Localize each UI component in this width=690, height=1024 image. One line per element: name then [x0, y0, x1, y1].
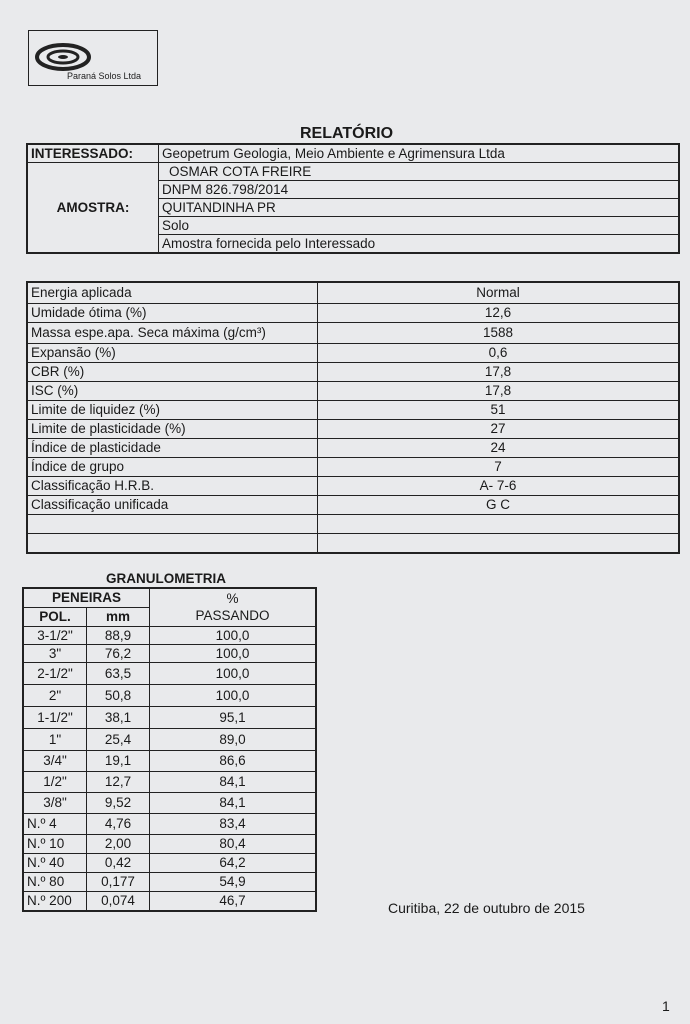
sieve-pass: 89,0 [150, 729, 317, 751]
property-value [318, 515, 680, 534]
sieve-pass: 86,6 [150, 751, 317, 772]
sieve-pol: 3-1/2" [23, 627, 87, 645]
amostra-line: OSMAR COTA FREIRE [159, 163, 680, 181]
sieve-row [23, 854, 316, 873]
amostra-line: QUITANDINHA PR [159, 199, 680, 217]
peneiras-header: PENEIRAS [23, 588, 150, 608]
property-value: Normal [318, 282, 680, 304]
sieve-row [23, 814, 316, 835]
amostra-line: DNPM 826.798/2014 [159, 181, 680, 199]
sieve-mm: 4,76 [87, 814, 150, 835]
sieve-row [23, 892, 316, 912]
sieve-pass: 100,0 [150, 685, 317, 707]
sieve-row [23, 772, 316, 793]
sieve-pass: 80,4 [150, 835, 317, 854]
property-row [27, 323, 679, 344]
property-label: Massa espe.apa. Seca máxima (g/cm³) [27, 323, 318, 344]
property-value: 17,8 [318, 382, 680, 401]
property-value: 51 [318, 401, 680, 420]
sieve-row [23, 729, 316, 751]
property-value: 24 [318, 439, 680, 458]
property-row [27, 496, 679, 515]
property-label: Classificação unificada [27, 496, 318, 515]
property-row [27, 515, 679, 534]
property-value: 7 [318, 458, 680, 477]
page-number: 1 [662, 998, 670, 1014]
mm-header: mm [87, 608, 150, 627]
property-row [27, 344, 679, 363]
property-label: Expansão (%) [27, 344, 318, 363]
sieve-pol: N.º 200 [23, 892, 87, 912]
sieve-pass: 100,0 [150, 663, 317, 685]
sieve-pass: 95,1 [150, 707, 317, 729]
property-row [27, 458, 679, 477]
sieve-row [23, 751, 316, 772]
sieve-pass: 54,9 [150, 873, 317, 892]
property-label: Limite de liquidez (%) [27, 401, 318, 420]
sieve-pol: N.º 40 [23, 854, 87, 873]
interessado-row [27, 144, 679, 163]
sieve-mm: 19,1 [87, 751, 150, 772]
sieve-pass: 100,0 [150, 645, 317, 663]
sieve-pol: 3/8" [23, 793, 87, 814]
sieve-pol: 1-1/2" [23, 707, 87, 729]
amostra-line: Solo [159, 217, 680, 235]
property-label: CBR (%) [27, 363, 318, 382]
sieve-row [23, 685, 316, 707]
property-value: G C [318, 496, 680, 515]
property-row [27, 382, 679, 401]
sieve-row [23, 627, 316, 645]
amostra-line: Amostra fornecida pelo Interessado [159, 235, 680, 254]
sieve-mm: 76,2 [87, 645, 150, 663]
property-value: 1588 [318, 323, 680, 344]
property-label: Umidade ótima (%) [27, 304, 318, 323]
property-row [27, 477, 679, 496]
property-row [27, 401, 679, 420]
property-row [27, 420, 679, 439]
property-row [27, 282, 679, 304]
passando-header [150, 588, 317, 627]
property-value [318, 534, 680, 554]
sieve-pass: 100,0 [150, 627, 317, 645]
property-value: 27 [318, 420, 680, 439]
sieve-pol: N.º 80 [23, 873, 87, 892]
sieve-mm: 2,00 [87, 835, 150, 854]
sieve-pass: 46,7 [150, 892, 317, 912]
sieve-mm: 25,4 [87, 729, 150, 751]
property-label [27, 515, 318, 534]
sieve-pol: 1" [23, 729, 87, 751]
sieve-mm: 50,8 [87, 685, 150, 707]
logo-text: Paraná Solos Ltda [67, 71, 142, 81]
property-label: Índice de grupo [27, 458, 318, 477]
interessado-value: Geopetrum Geologia, Meio Ambiente e Agrimensura Ltda [159, 144, 680, 163]
sieve-mm: 88,9 [87, 627, 150, 645]
sieve-mm: 0,074 [87, 892, 150, 912]
sieve-pol: 2" [23, 685, 87, 707]
property-row [27, 363, 679, 382]
sieve-pass: 83,4 [150, 814, 317, 835]
sieve-row [23, 793, 316, 814]
sieve-row [23, 835, 316, 854]
sieve-row [23, 707, 316, 729]
granulometria-title: GRANULOMETRIA [106, 571, 226, 586]
report-date: Curitiba, 22 de outubro de 2015 [388, 900, 585, 916]
sample-header-table [26, 143, 680, 254]
company-logo [28, 30, 158, 86]
property-row [27, 439, 679, 458]
granulometria-table [22, 587, 317, 912]
property-value: 12,6 [318, 304, 680, 323]
sieve-pol: 3/4" [23, 751, 87, 772]
property-value: 0,6 [318, 344, 680, 363]
interessado-label: INTERESSADO: [27, 144, 159, 163]
logo-swirl-icon [33, 35, 93, 75]
sieve-pass: 84,1 [150, 793, 317, 814]
sieve-mm: 63,5 [87, 663, 150, 685]
sieve-mm: 9,52 [87, 793, 150, 814]
sieve-pass: 84,1 [150, 772, 317, 793]
property-label: Índice de plasticidade [27, 439, 318, 458]
sieve-pol: 1/2" [23, 772, 87, 793]
property-label [27, 534, 318, 554]
sieve-pol: 3" [23, 645, 87, 663]
sieve-row [23, 645, 316, 663]
property-value: A- 7-6 [318, 477, 680, 496]
percent-symbol: % [226, 591, 239, 607]
sieve-row [23, 663, 316, 685]
sieve-mm: 0,42 [87, 854, 150, 873]
property-value: 17,8 [318, 363, 680, 382]
sieve-mm: 12,7 [87, 772, 150, 793]
property-row [27, 304, 679, 323]
soil-properties-table [26, 281, 680, 554]
sieve-pol: N.º 4 [23, 814, 87, 835]
sieve-pass: 64,2 [150, 854, 317, 873]
property-label: Energia aplicada [27, 282, 318, 304]
property-label: ISC (%) [27, 382, 318, 401]
pol-header: POL. [23, 608, 87, 627]
property-label: Limite de plasticidade (%) [27, 420, 318, 439]
passando-label: PASSANDO [195, 607, 270, 623]
page-title: RELATÓRIO [300, 125, 394, 142]
property-row [27, 534, 679, 554]
sieve-row [23, 873, 316, 892]
amostra-label: AMOSTRA: [27, 163, 159, 254]
sieve-mm: 38,1 [87, 707, 150, 729]
property-label: Classificação H.R.B. [27, 477, 318, 496]
sieve-pol: 2-1/2" [23, 663, 87, 685]
sieve-mm: 0,177 [87, 873, 150, 892]
sieve-pol: N.º 10 [23, 835, 87, 854]
